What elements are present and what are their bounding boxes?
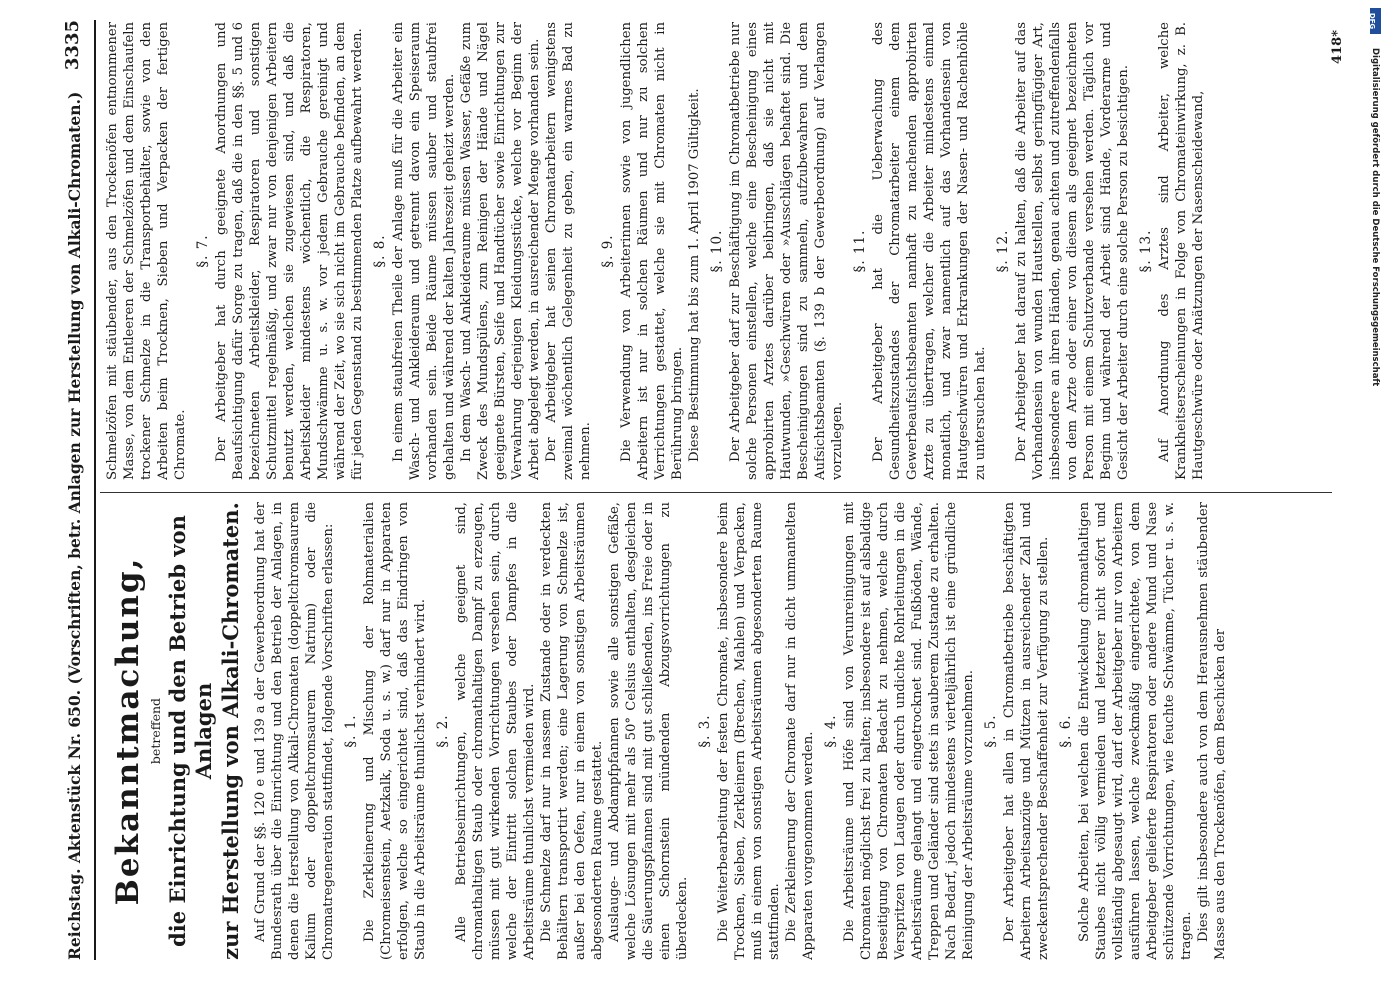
paragraph: Auslauge- und Abdampfpfannen sowie alle sonstigen Gefäße, welche Lösungen mit mehr als 50° Celsius enthalten, desgleichen die Säuerungspfannen sind mit gut schließenden, ins Freie oder in einen Schornstein mündenden Abzugsvorrichtungen zu überdecken. <box>606 502 690 960</box>
header-rule <box>94 20 96 960</box>
paragraph: Der Arbeitgeber hat die Ueberwachung des Gesundheitszustandes der Chromatarbeiter einem dem Gewerbeaufsichtsbeamten namhaft zu machenden approbirten Arzte zu übertragen, welcher die Arbeiter mindestens einmal monatlich, und zwar namentlich auf das Vorhandensein von Hautgeschwüren und Erkrankungen der Nasen- und Rachenhöhle zu untersuchen hat. <box>871 22 988 480</box>
paragraph: In einem staubfreien Theile der Anlage muß für die Arbeiter ein Wasch- und Ankleideraum und getrennt davon ein Speiseraum vorhanden sein. Beide Räume müssen sauber und staubfrei gehalten und während der kalten Jahreszeit geheizt werden. <box>391 22 457 480</box>
section-heading: §. 4. <box>822 714 839 748</box>
section-heading: §. 7. <box>195 234 211 268</box>
paragraph: Die Weiterbearbeitung der festen Chromate, insbesondere beim Trocknen, Sieben, Zerkleinern (Brechen, Mahlen) und Verpacken, muß in einem von sonstigen Arbeitsräumen abgesonderten Raume stattfinden. <box>715 502 782 960</box>
paragraph: Der Arbeitgeber hat darauf zu halten, daß die Arbeiter auf das Vorhandensein von wunden Hautstellen, selbst geringfügiger Art, insbesondere an ihren Händen, genau achten und zutreffendenfalls von dem Arzte oder einer von diesem als geeignet bezeichneten Person mit einem Schutzverbande versehen werden. Täglich vor Beginn und während der Arbeit sind Hände, Vorderarme und Gesicht der Arbeiter durch eine solche Person zu besichtigen. <box>1014 22 1131 480</box>
section-heading: §. 3. <box>696 714 713 748</box>
section-heading: §. 9. <box>600 234 616 268</box>
paragraph: Die Verwendung von Arbeiterinnen sowie von jugendlichen Arbeitern ist nur in solchen Räumen und nur zu solchen Verrichtungen gestattet, welche sie mit Chromaten nicht in Berührung bringen. <box>619 22 685 480</box>
section-heading: §. 11. <box>852 229 868 273</box>
paragraph: Die Zerkleinerung und Mischung der Rohmaterialien (Chromeisenstein, Aetzkalk, Soda u. s. w.) darf nur in Apparaten erfolgen, welche so eingerichtet sind, daß das Eindringen von Staub in die Arbeitsräume thunlichst verhindert wird. <box>361 502 428 960</box>
section-heading: §. 6. <box>1057 714 1074 748</box>
paragraph: Auf Grund der §§. 120 e und 139 a der Gewerbeordnung hat der Bundesrath über die Einrichtung und den Betrieb der Anlagen, in denen die Herstellung von Alkali-Chromaten (doppeltchromsaurem Kalium oder doppeltchromsaurem Natrium) oder die Chromatregeneration stattfindet, folgende Vorschriften erlassen: <box>252 502 336 960</box>
page-number: 3335 <box>62 20 83 71</box>
running-header <box>62 20 88 960</box>
right-column <box>104 22 1332 480</box>
section-heading: §. 1. <box>342 714 359 748</box>
paragraph: Die Schmelze darf nur in nassem Zustande oder in verdeckten Behältern transportirt werden; eine Lagerung von Schmelze ist, außer bei den Oefen, nur in einem von sonstigen Arbeitsräumen abgesonderten Raume gestattet. <box>538 502 605 960</box>
document-title: Bekanntmachung, <box>110 556 146 906</box>
section-heading: §. 12. <box>995 229 1011 273</box>
paragraph: Der Arbeitgeber hat durch geeignete Anordnungen und Beaufsichtigung dafür Sorge zu tragen, daß die in den §§. 5 und 6 bezeichneten Arbeitskleider, Respiratoren und sonstigen Schutzmittel regelmäßig, und zwar nur von denjenigen Arbeitern benutzt werden, welchen sie zugewiesen sind, und daß die Arbeitskleider mindestens wöchentlich, die Respiratoren, Mundschwämme u. s. w. vor jedem Gebrauche gereinigt und während der Zeit, wo sie sich nicht im Gebrauche befinden, an dem für jeden Gegenstand zu bestimmenden Platze aufbewahrt werden. <box>214 22 365 480</box>
section-heading: §. 8. <box>372 234 388 268</box>
paragraph: Dies gilt insbesondere auch von dem Herausnehmen stäubender Masse aus den Trockenöfen, dem Beschicken der <box>1195 502 1228 960</box>
paragraph: Alle Betriebseinrichtungen, welche geeignet sind, chromathaltigen Staub oder chromathaltigen Dampf zu erzeugen, müssen mit gut wirkenden Vorrichtungen versehen sein, durch welche der Eintritt solchen Staubes oder Dampfes in die Arbeitsräume thunlichst vermieden wird. <box>453 502 537 960</box>
digitization-credit: Digitalisierung gefördert durch die Deutsche Forschungsgemeinschaft <box>1370 48 1380 387</box>
paragraph: Auf Anordnung des Arztes sind Arbeiter, welche Krankheitserscheinungen in Folge von Chromateinwirkung, z. B. Hautgeschwüre oder Anätzungen der Nasenscheidewand, <box>1157 22 1206 480</box>
paragraph: Diese Bestimmung hat bis zum 1. April 1907 Gültigkeit. <box>687 88 702 462</box>
title-betreffend: betreffend <box>148 697 163 765</box>
section-heading: §. 10. <box>709 229 725 273</box>
section-heading: §. 2. <box>434 714 451 748</box>
signature-mark: 418* <box>1330 30 1345 64</box>
paragraph: Die Zerkleinerung der Chromate darf nur in dicht ummantelten Apparaten vorgenommen werden. <box>783 502 816 960</box>
section-heading: §. 5. <box>982 714 999 748</box>
column-divider <box>100 492 1332 493</box>
paragraph: Die Arbeitsräume und Höfe sind von Verunreinigungen mit Chromaten möglichst frei zu halten; insbesondere ist auf alsbaldige Beseitigung von Chromaten Bedacht zu nehmen, welche durch Verspritzen von Laugen oder durch undichte Rohrleitungen in die Arbeitsräume gelangt und eingetrocknet sind. Fußböden, Wände, Treppen und Geländer sind stets in sauberem Zustande zu erhalten. Nach Bedarf, jedoch mindestens vierteljährlich ist eine gründliche Reinigung der Arbeitsräume vorzunehmen. <box>841 502 976 960</box>
left-column <box>104 502 1332 960</box>
paragraph: Schmelzöfen mit stäubender, aus den Trockenöfen entnommener Masse, von dem Entleeren der Schmelzöfen und dem Einschaufeln trockener Schmelze in die Transportbehälter, sowie von den Arbeiten beim Trocknen, Sieben und Verpacken der fertigen Chromate. <box>105 22 188 480</box>
paragraph: In dem Wasch- und Ankleideraume müssen Wasser, Gefäße zum Zweck des Mundspülens, zum Reinigen der Hände und Nägel geeignete Bürsten, Seife und Handtücher sowie Einrichtungen zur Verwahrung derjenigen Kleidungsstücke, welche vor Beginn der Arbeit abgelegt werden, in ausreichender Menge vorhanden sein. <box>459 22 542 480</box>
dfg-logo: DFG <box>1370 8 1381 34</box>
digitization-sidebar <box>1370 8 1382 993</box>
paragraph: Der Arbeitgeber hat seinen Chromatarbeitern wenigstens zweimal wöchentlich Gelegenheit zu geben, ein warmes Bad zu nehmen. <box>544 22 593 480</box>
paragraph: Solche Arbeiten, bei welchen die Entwickelung chromathaltigen Staubes nicht völlig vermieden und letzterer nicht sofort und vollständig abgesaugt wird, darf der Arbeitgeber nur von Arbeitern ausführen lassen, welche zweckmäßig eingerichtete, von dem Arbeitgeber gelieferte Respiratoren oder andere Mund und Nase schützende Vorrichtungen, wie feuchte Schwämme, Tücher u. s. w. tragen. <box>1076 502 1194 960</box>
running-title: Reichstag. Aktenstück Nr. 650. (Vorschriften, betr. Anlagen zur Herstellung von Alkali-Chromaten.) <box>65 91 84 960</box>
title-line-3: zur Herstellung von Alkali-Chromaten. <box>217 502 243 960</box>
paragraph: Der Arbeitgeber darf zur Beschäftigung im Chromatbetriebe nur solche Personen einstellen, welche eine Bescheinigung eines approbirten Arztes darüber beibringen, daß sie nicht mit Hautwunden, »Geschwüren oder »Ausschlägen behaftet sind. Die Bescheinigungen sind zu sammeln, aufzubewahren und dem Aufsichtsbeamten (§. 139 b der Gewerbeordnung) auf Verlangen vorzulegen. <box>728 22 845 480</box>
paragraph: Der Arbeitgeber hat allen in Chromatbetriebe beschäftigten Arbeitern Arbeitsanzüge und Mützen in ausreichender Zahl und zweckentsprechender Beschaffenheit zur Verfügung zu stellen. <box>1001 502 1051 960</box>
section-heading: §. 13. <box>1138 229 1154 273</box>
title-line-2: die Einrichtung und den Betrieb von Anlagen <box>165 515 217 947</box>
